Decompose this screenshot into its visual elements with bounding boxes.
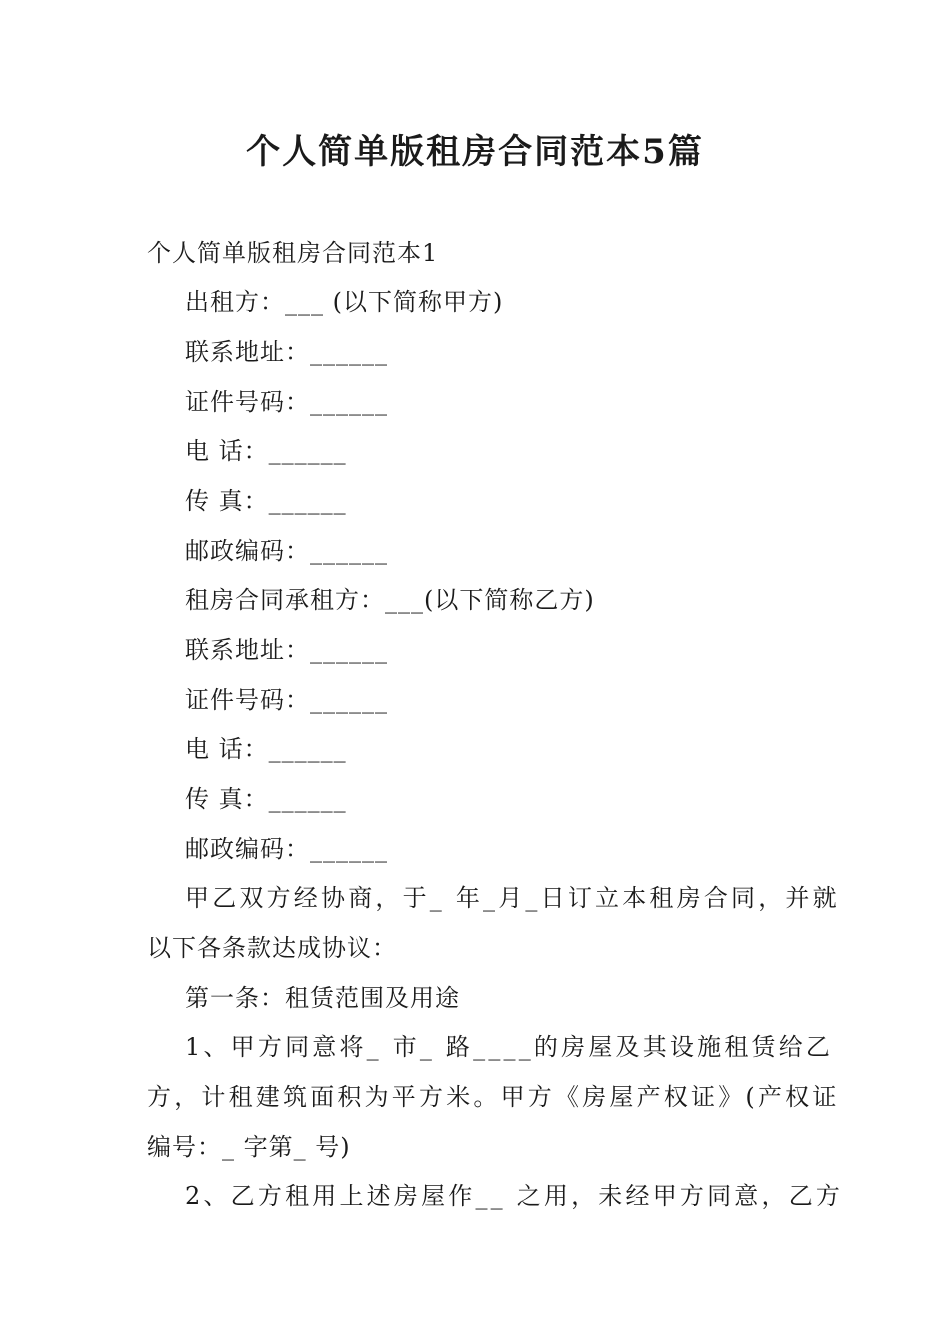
intro-paragraph-line: 以下各条款达成协议： bbox=[147, 934, 397, 962]
clause-line: 1、甲方同意将_ 市_ 路____的房屋及其设施租赁给乙 bbox=[185, 1033, 834, 1061]
lessor-postcode-line: 邮政编码：______ bbox=[185, 537, 388, 565]
lessor-id-line: 证件号码：______ bbox=[185, 388, 388, 416]
lessee-line: 租房合同承租方：___(以下简称乙方) bbox=[185, 586, 595, 614]
section-heading: 个人简单版租房合同范本1 bbox=[147, 239, 439, 267]
lessor-phone-line: 电 话：______ bbox=[185, 437, 347, 465]
intro-paragraph-line: 甲乙双方经协商，于_ 年_月_日订立本租房合同，并就 bbox=[185, 884, 840, 912]
lessee-fax-line: 传 真：______ bbox=[185, 785, 347, 813]
lessor-address-line: 联系地址：______ bbox=[185, 338, 388, 366]
lessee-postcode-line: 邮政编码：______ bbox=[185, 835, 388, 863]
lessee-phone-line: 电 话：______ bbox=[185, 735, 347, 763]
lessor-fax-line: 传 真：______ bbox=[185, 487, 347, 515]
lessee-id-line: 证件号码：______ bbox=[185, 686, 388, 714]
article-heading: 第一条：租赁范围及用途 bbox=[185, 984, 460, 1012]
clause-line: 2、乙方租用上述房屋作__ 之用，未经甲方同意，乙方 bbox=[185, 1182, 844, 1210]
lessor-line: 出租方：___ (以下简称甲方) bbox=[185, 288, 504, 316]
clause-line: 方，计租建筑面积为平方米。甲方《房屋产权证》(产权证 bbox=[147, 1083, 840, 1111]
document-title: 个人简单版租房合同范本5篇 bbox=[246, 132, 704, 172]
lessee-address-line: 联系地址：______ bbox=[185, 636, 388, 664]
clause-line: 编号：_ 字第_ 号) bbox=[147, 1133, 351, 1161]
